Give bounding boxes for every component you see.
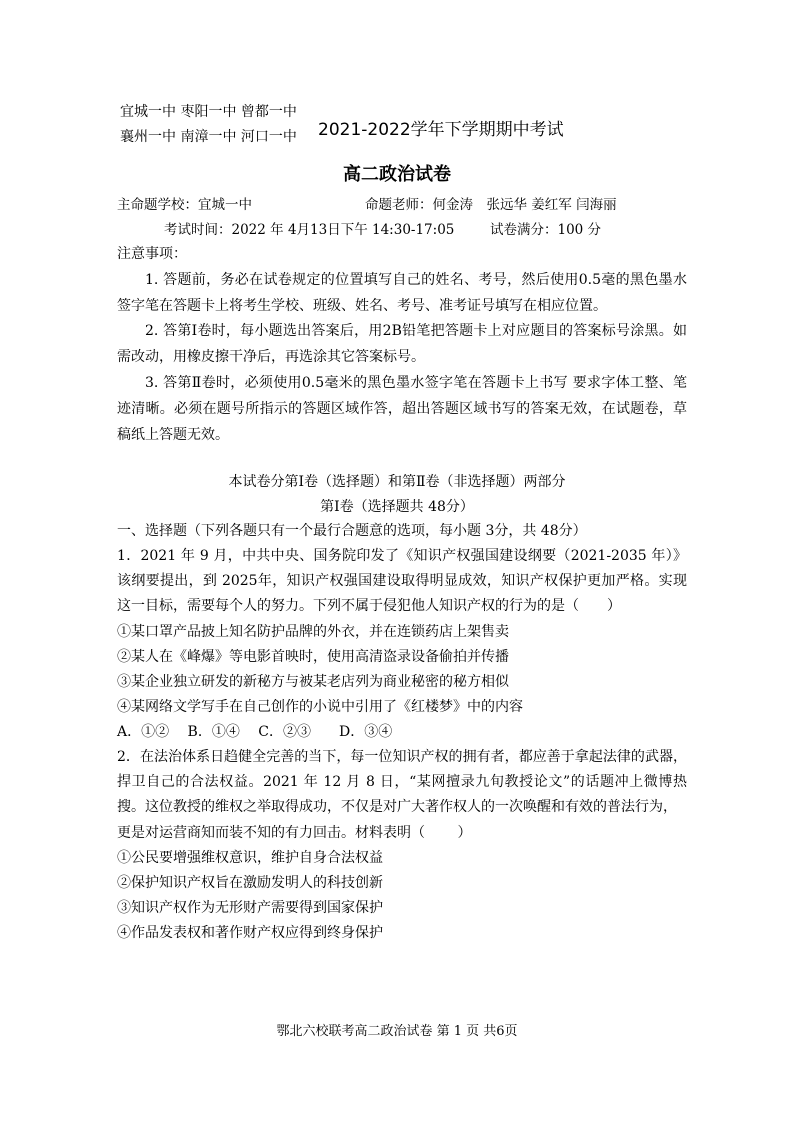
q1-option-2: ②某人在《峰爆》等电影首映时，使用高清盗录设备偷拍并传播 bbox=[117, 649, 509, 665]
page-footer: 鄂北六校联考高二政治试卷 第 1 页 共6页 bbox=[276, 1024, 518, 1039]
q2-option-3: ③知识产权作为无形财产需要得到国家保护 bbox=[117, 900, 383, 916]
q2-option-2: ②保护知识产权旨在激励发明人的科技创新 bbox=[117, 875, 383, 891]
schools-line-2: 襄州一中 南漳一中 河口一中 bbox=[120, 129, 297, 145]
notes-heading: 注意事项： bbox=[117, 246, 187, 262]
note-item-1: 1. 答题前，务必在试卷规定的位置填写自己的姓名、考号，然后使用0.5毫的黑色墨水签字笔在答题卡上将考生学校、班级、姓名、考号、准考证号填写在相应位置。 bbox=[117, 272, 687, 314]
structure-line-1: 本试卷分第Ⅰ卷（选择题）和第Ⅱ卷（非选择题）两部分 bbox=[228, 474, 566, 490]
q1-stem: 1．2021 年 9 月，中共中央、国务院印发了《知识产权强国建设纲要（2021-2035 年）》该纲要提出，到 2025年，知识产权强国建设取得明显成效，知识产权保护更加严格。实现这一目标，需要每个人的努力。下列不属于侵犯他人知识产权的行为的是（ ） bbox=[117, 548, 687, 614]
info-teachers: 命题老师：何金涛 张远华 姜红军 闫海丽 bbox=[365, 197, 617, 213]
section-heading: 一、选择题（下列各题只有一个最行合题意的选项，每小题 3分，共 48分） bbox=[117, 523, 587, 539]
exam-subtitle: 高二政治试卷 bbox=[343, 164, 451, 185]
q1-option-3: ③某企业独立研发的新秘方与被某老店列为商业秘密的秘方相似 bbox=[117, 674, 509, 690]
note-item-2: 2. 答第Ⅰ卷时，每小题选出答案后，用2B铅笔把答题卡上对应题目的答案标号涂黑。如需改动，用橡皮擦干净后，再选涂其它答案标号。 bbox=[117, 323, 687, 365]
structure-line-2: 第Ⅰ卷（选择题共 48分） bbox=[320, 499, 474, 515]
q1-option-4: ④某网络文学写手在自己创作的小说中引用了《红楼梦》中的内容 bbox=[117, 699, 523, 715]
exam-title: 2021-2022学年下学期期中考试 bbox=[318, 120, 564, 140]
q1-option-1: ①某口罩产品披上知名防护品牌的外衣，并在连锁药店上架售卖 bbox=[117, 624, 509, 640]
info-score: 试卷满分：100 分 bbox=[490, 222, 602, 238]
q2-option-1: ①公民要增强维权意识，维护自身合法权益 bbox=[117, 850, 383, 866]
q1-choices: A．①② B．①④ C．②③ D．③④ bbox=[117, 724, 393, 740]
q2-stem: 2．在法治体系日趋健全完善的当下，每一位知识产权的拥有者，都应善于拿起法律的武器，捍卫自己的合法权益。2021 年 12 月 8 日，“某网擅录九旬教授论文”的话题冲上微博热搜。这位教授的维权之举取得成功，不仅是对广大著作权人的一次唤醒和有效的普法行为， bbox=[117, 749, 687, 815]
q2-option-4: ④作品发表权和著作财产权应得到终身保护 bbox=[117, 925, 383, 941]
q2-stem-last: 更是对运营商知而装不知的有力回击。材料表明（ ） bbox=[117, 825, 472, 841]
info-school: 主命题学校：宜城一中 bbox=[117, 197, 252, 213]
schools-line-1: 宜城一中 枣阳一中 曾都一中 bbox=[120, 104, 297, 120]
note-item-3: 3. 答第Ⅱ卷时，必须使用0.5毫米的黑色墨水签字笔在答题卡上书写 要求字体工整、笔迹清晰。必须在题号所指示的答题区域作答，超出答题区域书写的答案无效，在试题卷，草稿纸上答题无效。 bbox=[117, 375, 687, 443]
info-time: 考试时间：2022 年 4月13日下午 14:30-17:05 bbox=[164, 222, 455, 238]
